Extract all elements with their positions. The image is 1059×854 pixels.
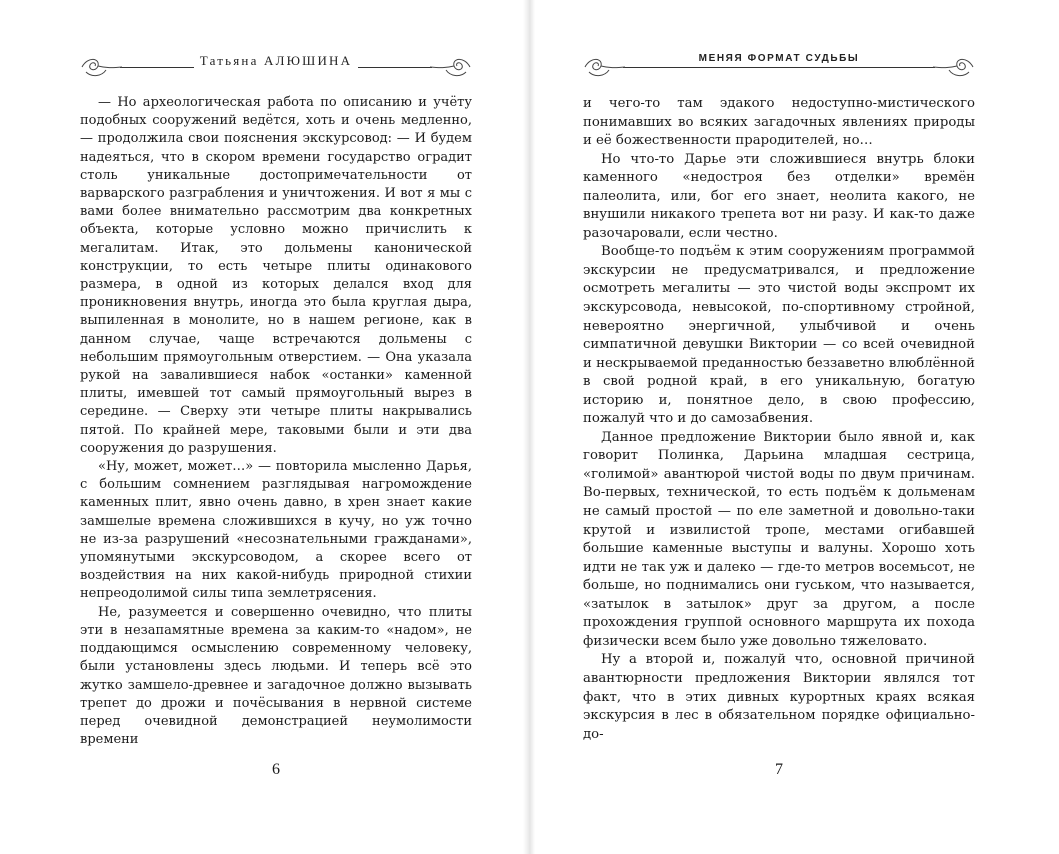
paragraph: Ну а второй и, пожалуй что, основной причиной авантюрности предложения Виктории являлся тот факт, что в этих дивных курортных краях всякая экскурсия в лес в обязательном порядке официально-до-	[583, 652, 975, 742]
running-head-text: Татьяна АЛЮШИНА	[194, 53, 358, 68]
book-gutter	[523, 0, 535, 854]
left-page	[80, 0, 472, 854]
paragraph: «Ну, может, может…» — повторила мысленно Дарья, с большим сомнением разглядывая нагромождение каменных плит, явно очень давно, в хрен знает какие замшелые времена сложившихся в кучу, но уж точно не из-за разрушений «несознательными гражданами», упомянутыми экскурсоводом, а скорее всего от воздействия на них какой-нибудь природной стихии непреодолимой силы типа землетрясения.	[80, 459, 472, 602]
page-number: 7	[775, 761, 783, 778]
paragraph: Вообще-то подъём к этим сооружениям программой экскурсии не предусматривался, и предложение осмотреть мегалиты — это чистой воды экспромт их экскурсовода, невысокой, по-спортивному стройной, невероятно энергичной, улыбчивой и очень симпатичной девушки Виктории — со всей очевидной и нескрываемой преданностью беззаветно влюблённой в свой родной край, в его уникальную, богатую историю и, понятное дело, в свою профессию, пожалуй что и до самозабвения.	[583, 244, 975, 427]
running-head-text: МЕНЯЯ ФОРМАТ СУДЬБЫ	[693, 53, 866, 64]
paragraph: Но что-то Дарье эти сложившиеся внутрь блоки каменного «недостроя без отделки» времён палеолита, или, бог его знает, неолита какого, не внушили никакого трепета вот ни разу. И как-то даже разочаровали, если честно.	[583, 151, 975, 241]
paragraph-continued: и чего-то там эдакого недоступно-мистического понимавших во всяких загадочных явлениях природы и её божественности прародителей, но…	[583, 96, 975, 149]
header-rule	[623, 67, 935, 68]
left-running-header	[80, 50, 472, 80]
running-head-book-title	[583, 53, 975, 64]
left-page-body	[80, 94, 472, 749]
page-number: 6	[272, 761, 280, 778]
right-page	[583, 0, 975, 854]
paragraph: Данное предложение Виктории было явной и, как говорит Полинка, Дарьина младшая сестрица, «голимой» авантюрой чистой воды по двум причинам. Во-первых, технической, то есть подъём к дольменам не самый простой — по еле заметной и довольно-таки крутой и извилистой тропе, местами огибавшей большие каменные выступы и валуны. Хорошо хоть идти не так уж и далеко — где-то метров восемьсот, не больше, но поднимались они гуськом, что называется, «затылок в затылок» друг за другом, а после прохождения группой основного маршрута их похода физически всем было уже довольно тяжеловато.	[583, 429, 975, 649]
right-running-header	[583, 50, 975, 80]
running-head-author	[80, 53, 472, 69]
paragraph: — Но археологическая работа по описанию и учёту подобных сооружений ведётся, хоть и очень медленно, — продолжила свои пояснения экскурсовод: — И будем надеяться, что в скором времени государство оградит столь уникальные достопримечательности от варварского разграбления и уничтожения. И вот я мы с вами более внимательно рассмотрим два конкретных объекта, которые условно можно причислить к мегалитам. Итак, это дольмены канонической конструкции, то есть четыре плиты одинакового размера, в одной из которых делался вход для проникновения внутрь, иногда это была круглая дыра, выпиленная в монолите, но в нашем регионе, как в данном случае, чаще встречаются дольмены с небольшим прямоугольным отверстием. — Она указала рукой на завалившиеся набок «останки» каменной плиты, имевшей тот самый прямоугольный вырез в середине. — Сверху эти четыре плиты накрывались пятой. По крайней мере, таковыми были и эти два сооружения до разрушения.	[80, 95, 472, 456]
right-page-body	[583, 95, 975, 744]
paragraph: Не, разумеется и совершенно очевидно, что плиты эти в незапамятные времена за каким-то «надом», не поддающимся осмыслению современному человеку, были установлены здесь людьми. И теперь всё это жутко замшело-древнее и загадочное должно вызывать трепет до дрожи и почёсывания в нервной системе перед очевидной демонстрацией неумолимости времени	[80, 604, 472, 748]
